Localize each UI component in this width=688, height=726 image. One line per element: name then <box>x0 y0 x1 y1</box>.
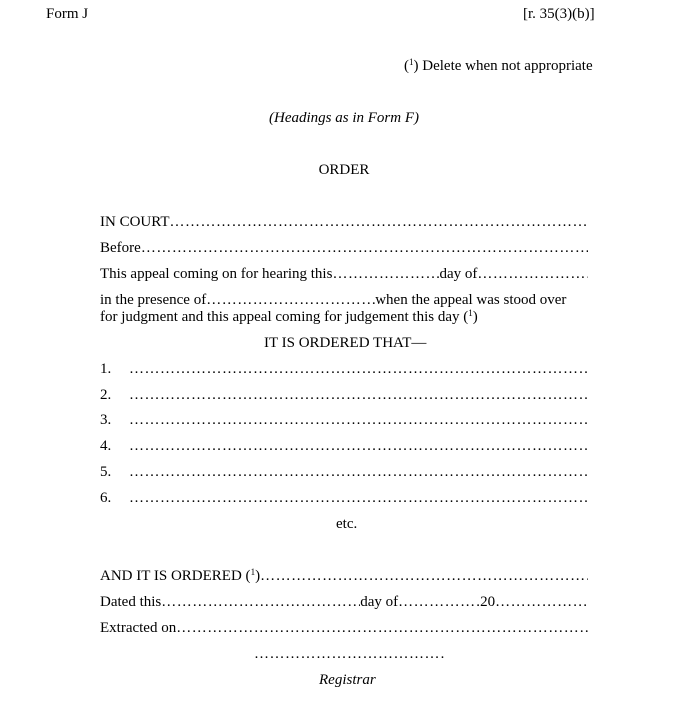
dotted-leader <box>129 463 588 481</box>
registrar-label: Registrar <box>319 672 376 688</box>
etc-text: etc. <box>336 516 358 532</box>
and-ordered-close: ) <box>255 568 261 584</box>
extracted-label: Extracted on <box>100 620 177 636</box>
judgment-text: for judgment and this appeal coming for judgement this day ( <box>100 309 469 325</box>
rule-reference: [r. 35(3)(b)] <box>523 6 595 22</box>
dotted-leader <box>141 239 588 257</box>
numbered-item <box>100 360 588 378</box>
dotted-leader <box>206 291 375 309</box>
item-number: 5. <box>100 464 112 480</box>
in-court-label: IN COURT <box>100 214 170 230</box>
footnote-text: Delete when not appropriate <box>418 58 593 74</box>
item-number: 2. <box>100 387 112 403</box>
dated-label: Dated this <box>100 594 162 610</box>
form-label: Form J <box>46 6 89 22</box>
dotted-leader <box>129 386 588 404</box>
dated-day-of: day of <box>360 594 399 610</box>
presence-line <box>100 291 588 309</box>
dated-line <box>100 593 588 611</box>
before-label: Before <box>100 240 141 256</box>
page-title: ORDER <box>318 162 370 178</box>
and-ordered-label <box>100 567 260 585</box>
dotted-leader <box>129 437 588 455</box>
item-number: 4. <box>100 438 112 454</box>
dotted-leader <box>129 411 588 429</box>
item-number: 6. <box>100 490 112 506</box>
dotted-leader <box>495 593 588 611</box>
day-of-label: day of <box>439 266 478 282</box>
item-number: 1. <box>100 361 112 377</box>
item-number: 3. <box>100 412 112 428</box>
signature-line <box>254 645 446 663</box>
judgment-line <box>100 308 478 326</box>
dotted-leader <box>477 265 588 283</box>
and-ordered-line <box>100 567 588 585</box>
dotted-leader <box>129 360 588 378</box>
extracted-line <box>100 619 588 637</box>
and-ordered-text: AND IT IS ORDERED ( <box>100 568 251 584</box>
in-court-line <box>100 213 588 231</box>
numbered-item <box>100 489 588 507</box>
and-ordered-footnote-marker: 1 <box>250 567 256 577</box>
dated-year-prefix: 20 <box>480 594 496 610</box>
footnote-marker: 1 <box>409 57 414 67</box>
dotted-leader <box>161 593 360 611</box>
dotted-leader <box>398 593 480 611</box>
appeal-hearing-line <box>100 265 588 283</box>
before-line <box>100 239 588 257</box>
judgment-close: ) <box>472 309 478 325</box>
judgment-footnote-marker: 1 <box>468 308 473 318</box>
numbered-item <box>100 411 588 429</box>
dotted-leader <box>176 619 588 637</box>
headings-note: (Headings as in Form F) <box>269 110 419 126</box>
appeal-hearing-label: This appeal coming on for hearing this <box>100 266 333 282</box>
numbered-item <box>100 386 588 404</box>
numbered-item <box>100 437 588 455</box>
dotted-leader <box>260 567 588 585</box>
numbered-item <box>100 463 588 481</box>
footnote: ($^1$) Delete when not appropriate <box>404 57 593 74</box>
dotted-leader <box>332 265 439 283</box>
presence-label: in the presence of <box>100 292 207 308</box>
dotted-leader <box>129 489 588 507</box>
dotted-leader <box>170 213 588 231</box>
stood-over-text: when the appeal was stood over <box>375 292 567 308</box>
ordered-heading: IT IS ORDERED THAT— <box>264 335 427 351</box>
dotted-leader <box>254 645 446 663</box>
